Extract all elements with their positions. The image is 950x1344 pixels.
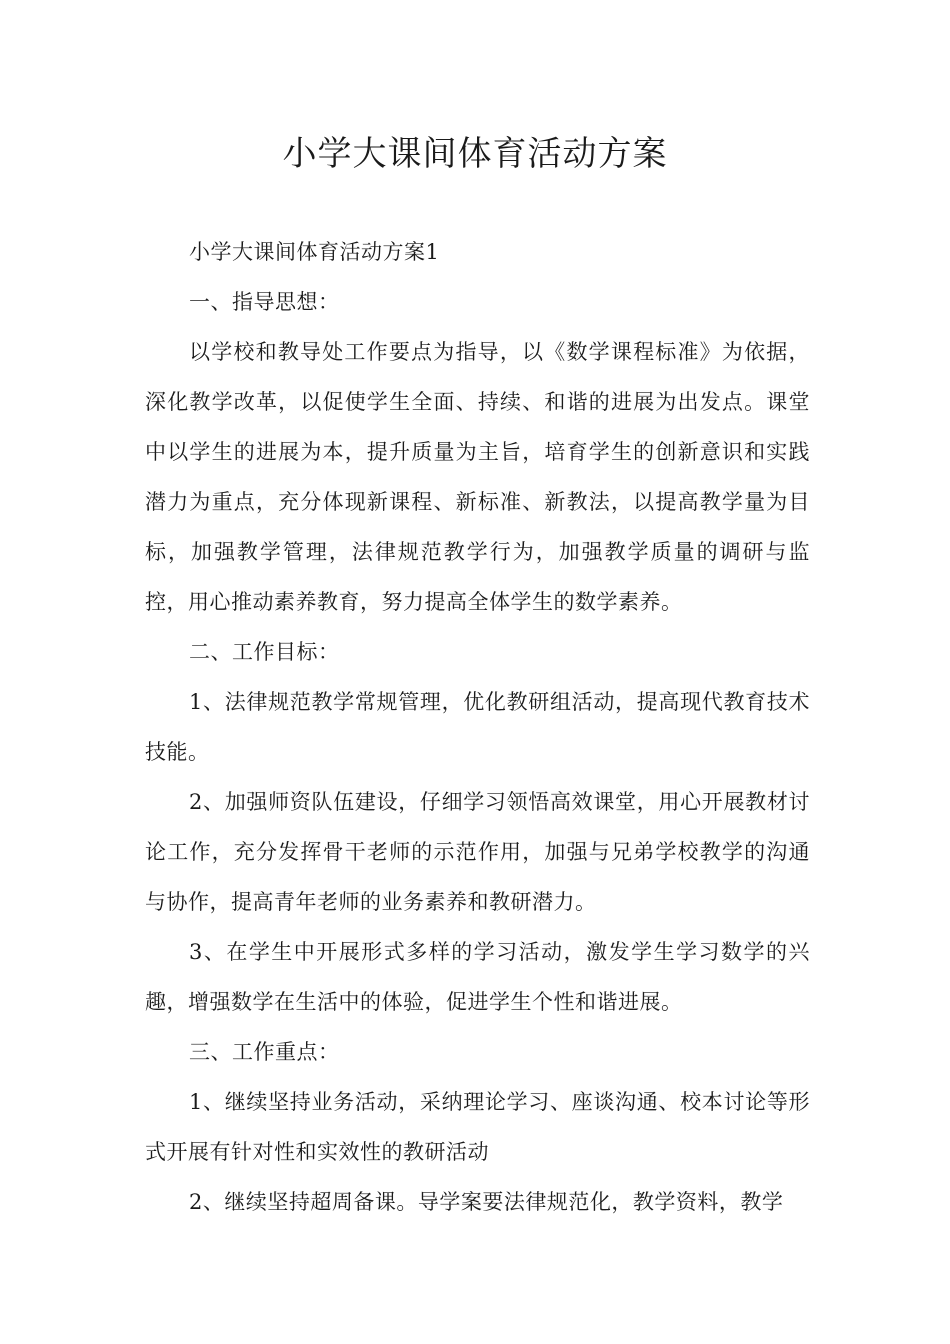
- paragraph: 小学大课间体育活动方案1: [189, 240, 440, 264]
- paragraph: 以学校和教导处工作要点为指导，以《数学课程标准》为依据，深化教学改革，以促使学生全面、持续、和谐的进展为出发点。课堂中以学生的进展为本，提升质量为主旨，培育学生的创新意识和实践潜力为重点，充分体现新课程、新标准、新教法，以提高教学量为目标，加强教学管理，法律规范教学行为，加强教学质量的调研与监控，用心推动素养教育，努力提高全体学生的数学素养。: [145, 340, 810, 614]
- paragraph: 2、继续坚持超周备课。导学案要法律规范化，教学资料，教学: [189, 1190, 784, 1214]
- section-heading: 二、工作目标：: [189, 640, 340, 664]
- document-title: 小学大课间体育活动方案: [282, 134, 668, 174]
- paragraph: 2、加强师资队伍建设，仔细学习领悟高效课堂，用心开展教材讨论工作，充分发挥骨干老师的示范作用，加强与兄弟学校教学的沟通与协作，提高青年老师的业务素养和教研潜力。: [145, 790, 810, 914]
- section-heading: 一、指导思想：: [189, 290, 340, 314]
- document-body: [145, 227, 810, 1227]
- paragraph: 3、在学生中开展形式多样的学习活动，激发学生学习数学的兴趣，增强数学在生活中的体验，促进学生个性和谐进展。: [145, 940, 810, 1014]
- paragraph: 1、法律规范教学常规管理，优化教研组活动，提高现代教育技术技能。: [145, 690, 810, 764]
- paragraph: 1、继续坚持业务活动，采纳理论学习、座谈沟通、校本讨论等形式开展有针对性和实效性的教研活动: [145, 1090, 810, 1164]
- section-heading: 三、工作重点：: [189, 1040, 340, 1064]
